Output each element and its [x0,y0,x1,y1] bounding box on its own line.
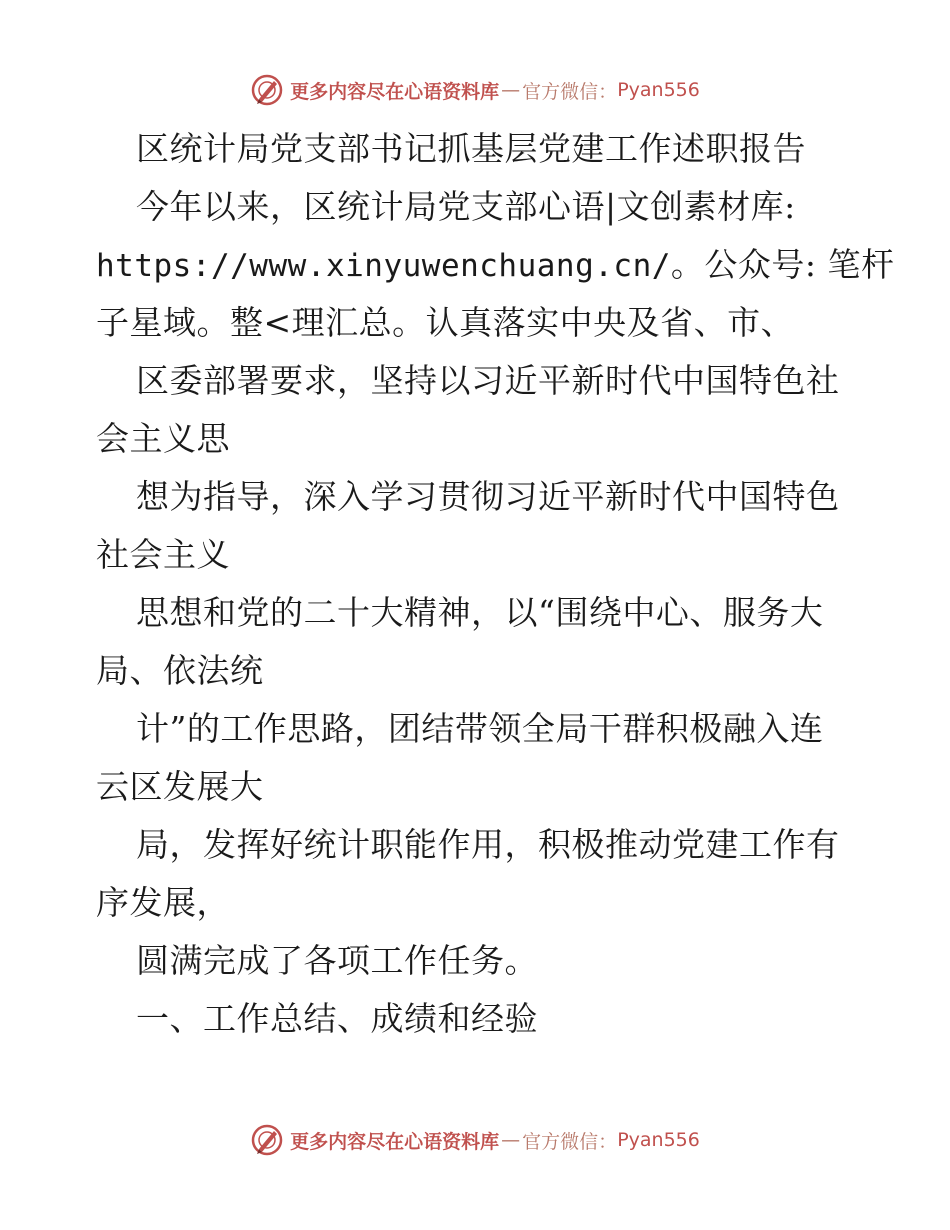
banner-text: 更多内容尽在心语资料库 [290,1130,500,1153]
paragraph-line: 局、依法统 [96,651,264,690]
banner-dash: — [501,79,521,101]
paragraph-line: 会主义思 [96,419,230,458]
paragraph-line: 计”的工作思路，团结带领全局干群积极融入连 [136,709,824,748]
banner-wechat-id: Pyan556 [617,79,700,101]
footer-banner [0,1120,950,1160]
banner-wechat-id: Pyan556 [617,1129,700,1151]
paragraph-line-text: 。公众号: 笔杆 [670,245,895,284]
paragraph-line: 局，发挥好统计职能作用，积极推动党建工作有 [136,825,840,864]
banner-wechat-label: 官方微信： [522,80,618,103]
paragraph-line: 思想和党的二十大精神，以“围绕中心、服务大 [136,593,824,632]
paragraph-line: 云区发展大 [96,767,264,806]
paragraph-line: 子星域。整<理汇总。认真落实中央及省、市、 [96,303,795,342]
header-banner [0,70,950,110]
pen-logo-icon [250,73,284,107]
document-body [96,120,895,1048]
paragraph-line: 想为指导，深入学习贯彻习近平新时代中国特色 [136,477,840,516]
pen-logo-icon [250,1123,284,1157]
paragraph-line: 区委部署要求，坚持以习近平新时代中国特色社 [136,361,840,400]
paragraph-line: 圆满完成了各项工作任务。 [136,941,538,980]
paragraph-line: 社会主义 [96,535,230,574]
section-heading: 一、工作总结、成绩和经验 [136,999,538,1038]
paragraph-line: 序发展， [96,883,230,922]
paragraph-line [96,236,895,294]
banner-wechat-label: 官方微信： [522,1130,618,1153]
paragraph-line: 今年以来，区统计局党支部心语|文创素材库: [136,187,796,226]
banner-dash: — [501,1129,521,1151]
banner-text: 更多内容尽在心语资料库 [290,80,500,103]
document-title: 区统计局党支部书记抓基层党建工作述职报告 [136,129,806,168]
source-url: https://www.xinyuwenchuang.cn/ [96,248,671,284]
